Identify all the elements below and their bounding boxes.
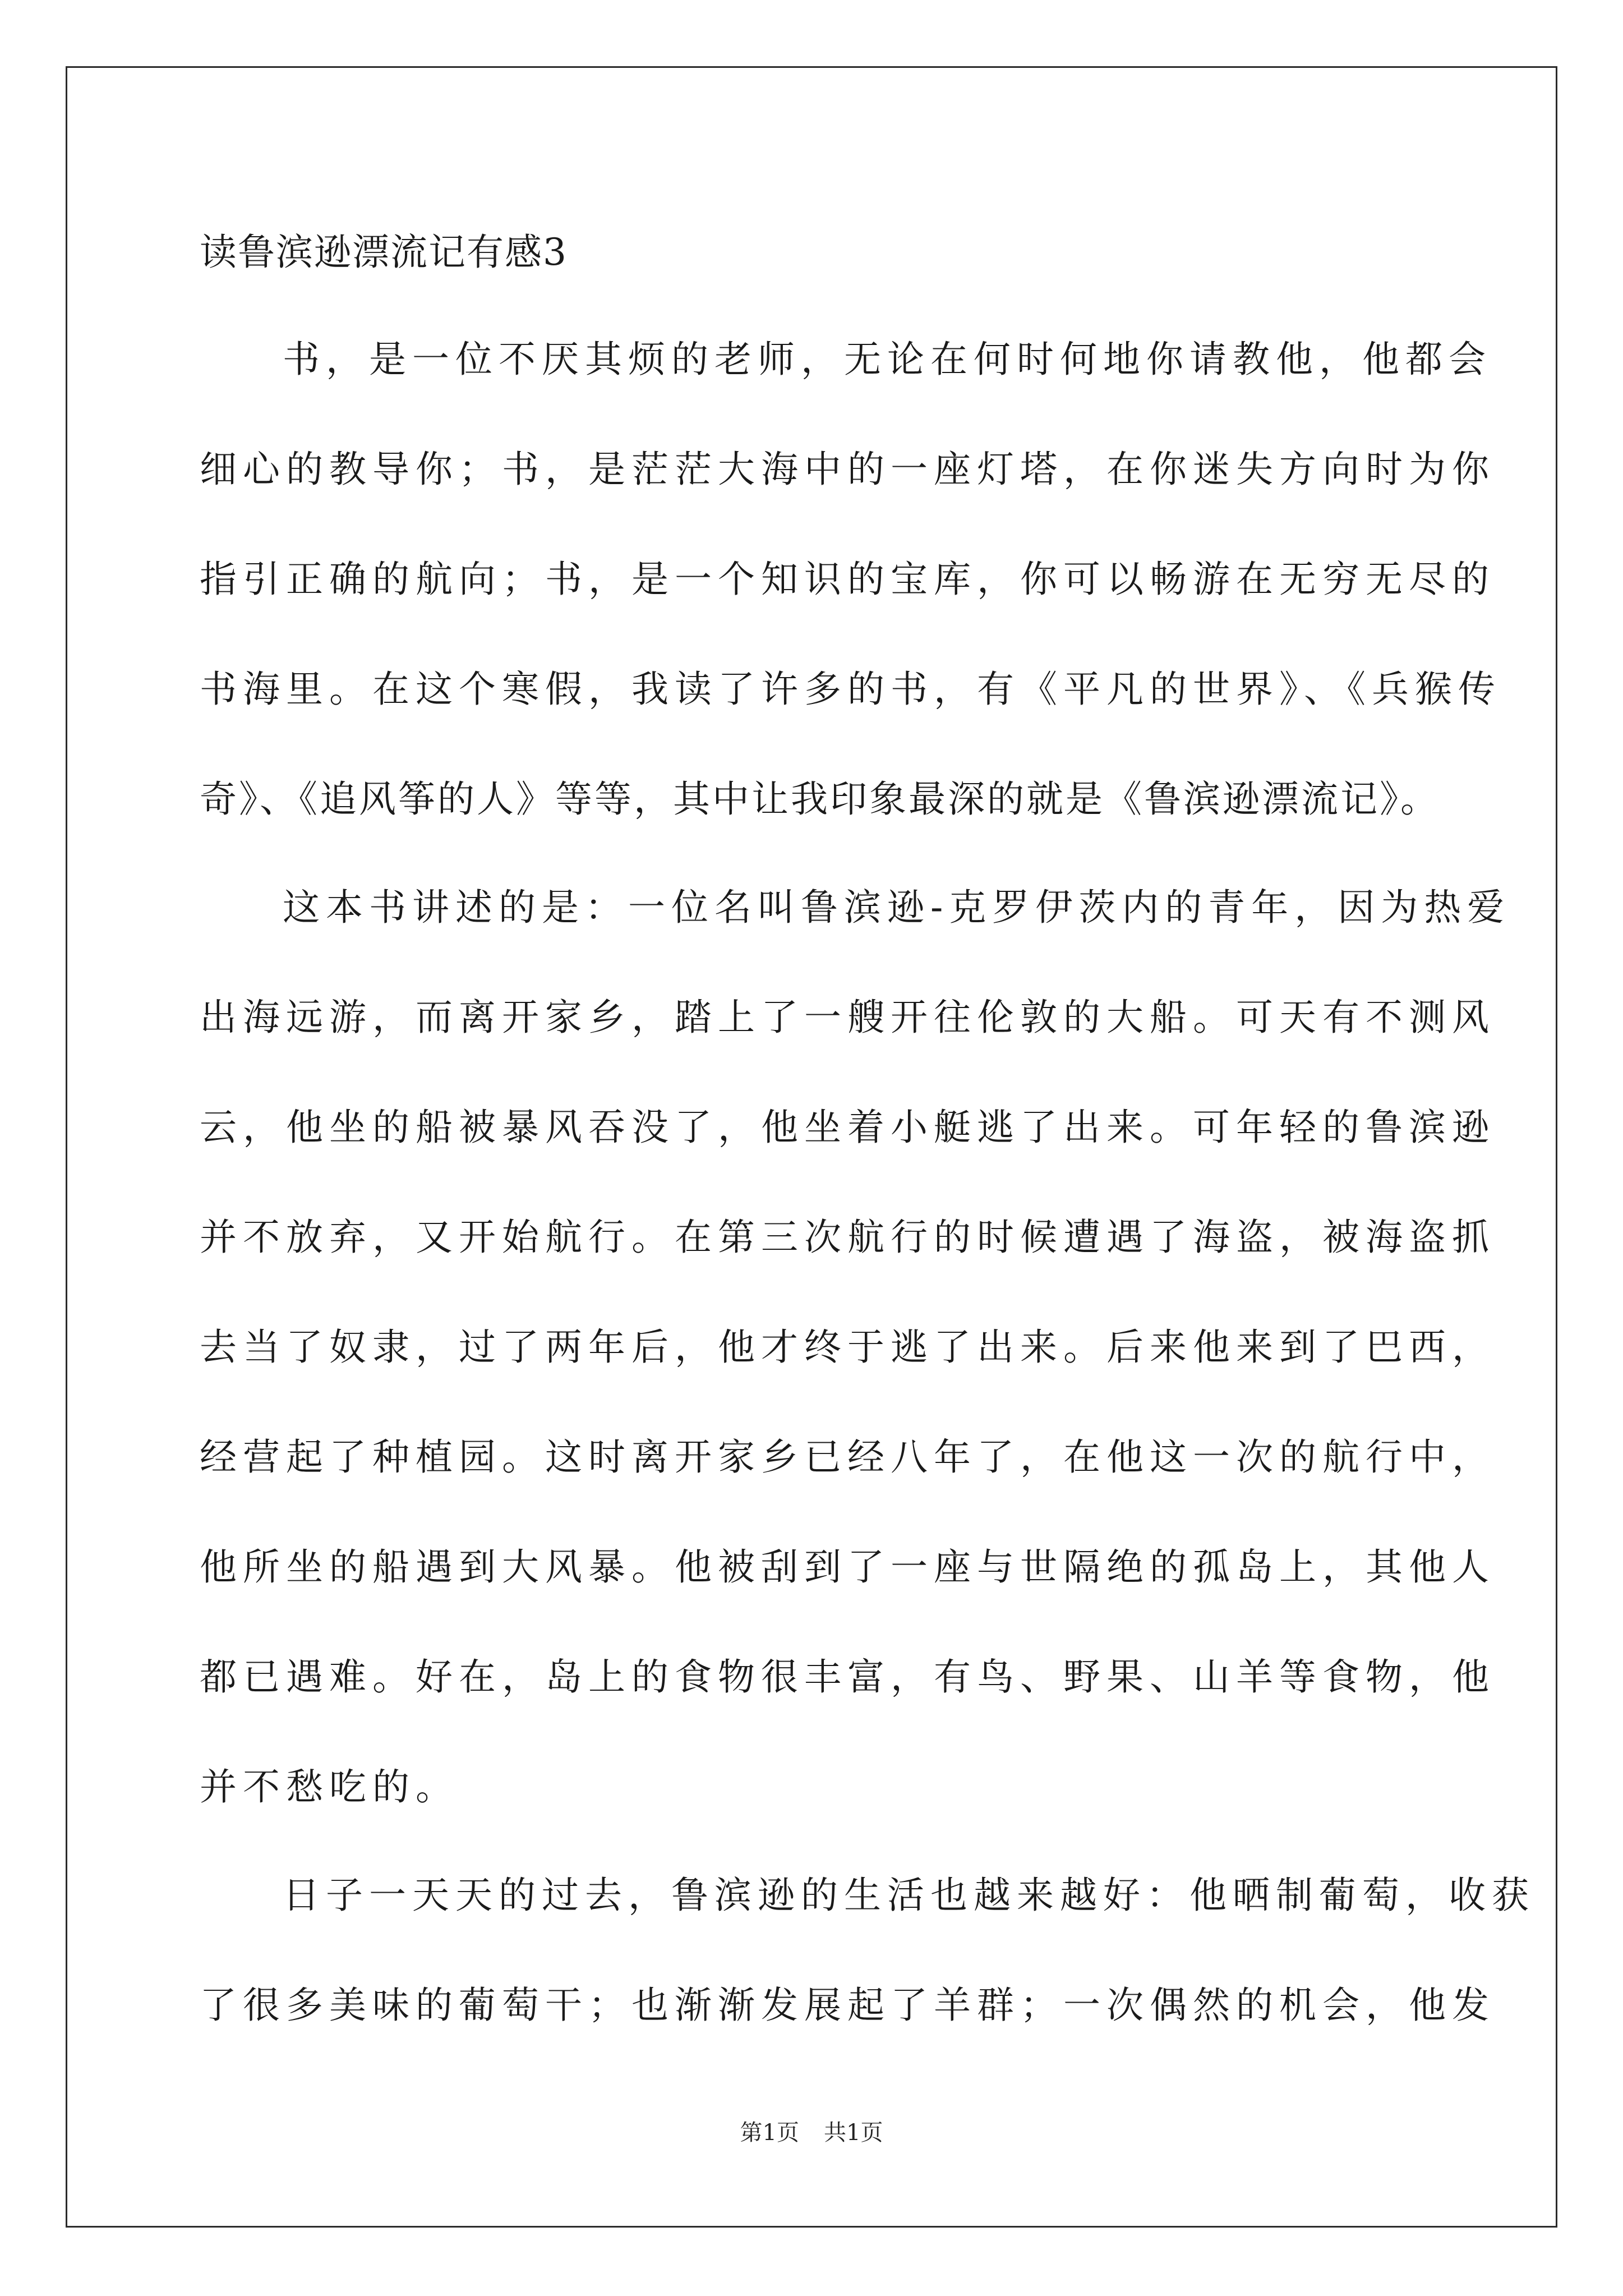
text-line: 出海远游，而离开家乡，踏上了一艘开往伦敦的大船。可天有不测风	[200, 996, 1495, 1039]
text-line: 经营起了种植园。这时离开家乡已经八年了，在他这一次的航行中，	[200, 1435, 1495, 1479]
text-line: 他所坐的船遇到大风暴。他被刮到了一座与世隔绝的孤岛上，其他人	[200, 1545, 1495, 1589]
document-title: 读鲁滨逊漂流记有感3	[200, 231, 568, 274]
text-line: 书，是一位不厌其烦的老师，无论在何时何地你请教他，他都会	[283, 338, 1492, 381]
paragraph-2	[200, 879, 1511, 1815]
document-body	[200, 224, 1535, 2033]
paragraph-3	[200, 1867, 1535, 2033]
page-footer	[0, 2115, 1623, 2147]
text-line: 奇》、《追风筝的人》等等，其中让我印象最深的就是《鲁滨逊漂流记》。	[200, 777, 1440, 821]
text-line: 并不愁吃的。	[200, 1765, 459, 1809]
paragraph-1	[200, 331, 1501, 827]
text-line: 并不放弃，又开始航行。在第三次航行的时候遭遇了海盗，被海盗抓	[200, 1216, 1495, 1259]
page-total: 共1页	[824, 2120, 883, 2146]
text-line: 云，他坐的船被暴风吞没了，他坐着小艇逃了出来。可年轻的鲁滨逊	[200, 1106, 1495, 1149]
text-line: 指引正确的航向；书，是一个知识的宝库，你可以畅游在无穷无尽的	[200, 558, 1495, 601]
text-line: 细心的教导你；书，是茫茫大海中的一座灯塔，在你迷失方向时为你	[200, 448, 1495, 491]
text-line: 日子一天天的过去，鲁滨逊的生活也越来越好：他晒制葡萄，收获	[283, 1874, 1535, 1917]
text-line: 这本书讲述的是：一位名叫鲁滨逊-克罗伊茨内的青年，因为热爱	[283, 886, 1511, 929]
text-line: 去当了奴隶，过了两年后，他才终于逃了出来。后来他来到了巴西，	[200, 1326, 1495, 1369]
text-line: 书海里。在这个寒假，我读了许多的书，有《平凡的世界》、《兵猴传	[200, 668, 1501, 711]
text-line: 都已遇难。好在，岛上的食物很丰富，有鸟、野果、山羊等食物，他	[200, 1655, 1495, 1699]
text-line: 了很多美味的葡萄干；也渐渐发展起了羊群；一次偶然的机会，他发	[200, 1984, 1495, 2027]
page-number: 第1页	[740, 2120, 799, 2146]
